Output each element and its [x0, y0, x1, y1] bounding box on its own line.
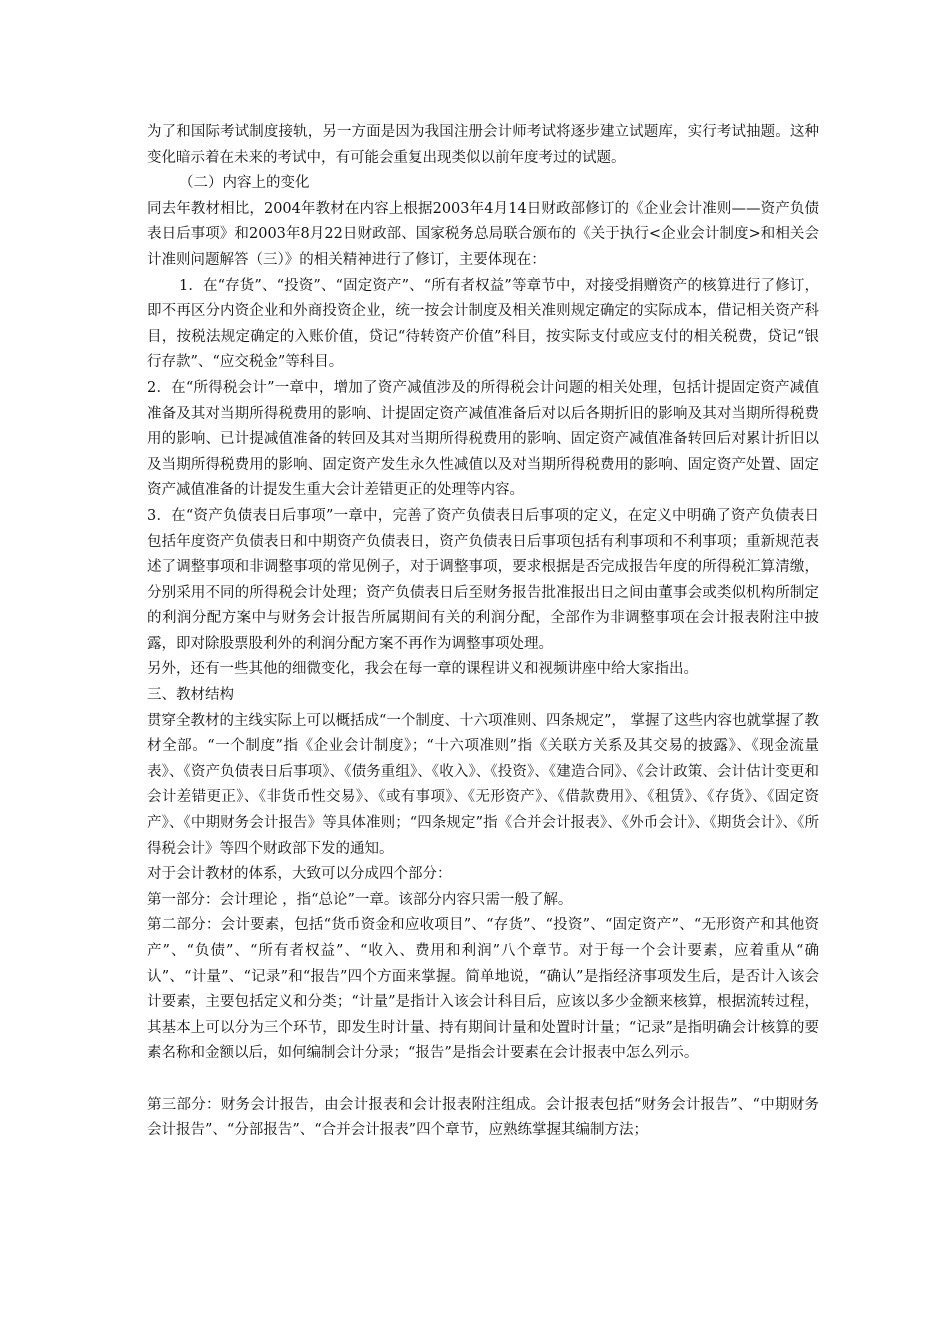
document-page — [147, 120, 819, 1144]
blank-line — [147, 1067, 819, 1093]
list-item-2-income-tax: 2．在“所得税会计”一章中，增加了资产减值涉及的所得税会计问题的相关处理，包括计提固定资产减值准备及其对当期所得税费用的影响、计提固定资产减值准备后对以后各期折旧的影响及其对当期所得税费用的影响、已计提减值准备的转回及其对当期所得税费用的影响、固定资产减值准备转回后对累计折旧以及当期所得税费用的影响、固定资产发生永久性减值以及对当期所得税费用的影响、固定资产处置、固定资产减值准备的计提发生重大会计差错更正的处理等内容。 — [147, 379, 819, 499]
paragraph-part-three: 第三部分：财务会计报告，由会计报表和会计报表附注组成。会计报表包括“财务会计报告”、“中期财务会计报告”、“分部报告”、“合并会计报表”四个章节，应熟练掌握其编制方法； — [147, 1096, 819, 1139]
paragraph-four-parts-intro: 对于会计教材的体系，大致可以分成四个部分： — [147, 866, 452, 883]
paragraph-main-line: 贯穿全教材的主线实际上可以概括成“一个制度、十六项准则、四条规定”， 掌握了这些内容也就掌握了教材全部。“一个制度”指《企业会计制度》；“十六项准则”指《关联方关系及其交易的披露》、《现金流量表》、《资产负债表日后事项》、《债务重组》、《收入》、《投资》、《建造合同》、《会计政策、会计估计变更和会计差错更正》、《非货币性交易》、《或有事项》、《无形资产》、《借款费用》、《租赁》、《存货》、《固定资产》、《中期财务会计报告》等具体准则；“四条规定”指《合并会计报表》、《外币会计》、《期货会计》、《所得税会计》等四个财政部下发的通知。 — [147, 712, 819, 857]
paragraph-exam-reform: 为了和国际考试制度接轨，另一方面是因为我国注册会计师考试将逐步建立试题库，实行考试抽题。这种变化暗示着在未来的考试中，有可能会重复出现类似以前年度考过的试题。 — [147, 124, 819, 166]
list-item-1-donated-assets: 1．在“存货”、“投资”、“固定资产”、“所有者权益”等章节中，对接受捐赠资产的核算进行了修订，即不再区分内资企业和外商投资企业，统一按会计制度及相关准则规定确定的实际成本，借记相关资产科目，按税法规定确定的入账价值，贷记“待转资产价值”科目，按实际支付或应支付的相关税费，贷记“银行存款”、“应交税金”等科目。 — [147, 277, 819, 371]
list-item-3-subsequent-events: 3．在“资产负债表日后事项”一章中，完善了资产负债表日后事项的定义，在定义中明确了资产负债表日包括年度资产负债表日和中期资产负债表日，资产负债表日后事项包括有利事项和不利事项；重新规范表述了调整事项和非调整事项的常见例子，对于调整事项，要求根据是否完成报告年度的所得税汇算清缴，分别采用不同的所得税会计处理；资产负债表日后至财务报告批准报出日之间由董事会或类似机构所制定的利润分配方案中与财务会计报告所属期间有关的利润分配，全部作为非调整事项在会计报表附注中披露，即对除股票股利外的利润分配方案不再作为调整事项处理。 — [147, 507, 819, 652]
heading-content-changes: （二）内容上的变化 — [179, 175, 310, 192]
heading-textbook-structure: 三、教材结构 — [147, 687, 234, 704]
paragraph-revision-basis: 同去年教材相比，2004年教材在内容上根据2003年4月14日财政部修订的《企业会计准则——资产负债表日后事项》和2003年8月22日财政部、国家税务总局联合颁布的《关于执行<企业会计制度>和相关会计准则问题解答（三）》的相关精神进行了修订，主要体现在： — [147, 200, 819, 268]
paragraph-other-changes: 另外，还有一些其他的细微变化，我会在每一章的课程讲义和视频讲座中给大家指出。 — [147, 661, 698, 678]
paragraph-part-one: 第一部分：会计理论 ，指“总论”一章。该部分内容只需一般了解。 — [147, 891, 573, 908]
paragraph-part-two: 第二部分：会计要素，包括“货币资金和应收项目”、“存货”、“投资”、“固定资产”、“无形资产和其他资产”、“负债”、“所有者权益”、“收入、费用和利润”八个章节。对于每一个会计要素，应着重从“确认”、“计量”、“记录”和“报告”四个方面来掌握。简单地说，“确认”是指经济事项发生后，是否计入该会计要素，主要包括定义和分类；“计量”是指计入该会计科目后，应该以多少金额来核算，根据流转过程，其基本上可以分为三个环节，即发生时计量、持有期间计量和处置时计量；“记录”是指明确会计核算的要素名称和金额以后，如何编制会计分录；“报告”是指会计要素在会计报表中怎么列示。 — [147, 917, 819, 1062]
